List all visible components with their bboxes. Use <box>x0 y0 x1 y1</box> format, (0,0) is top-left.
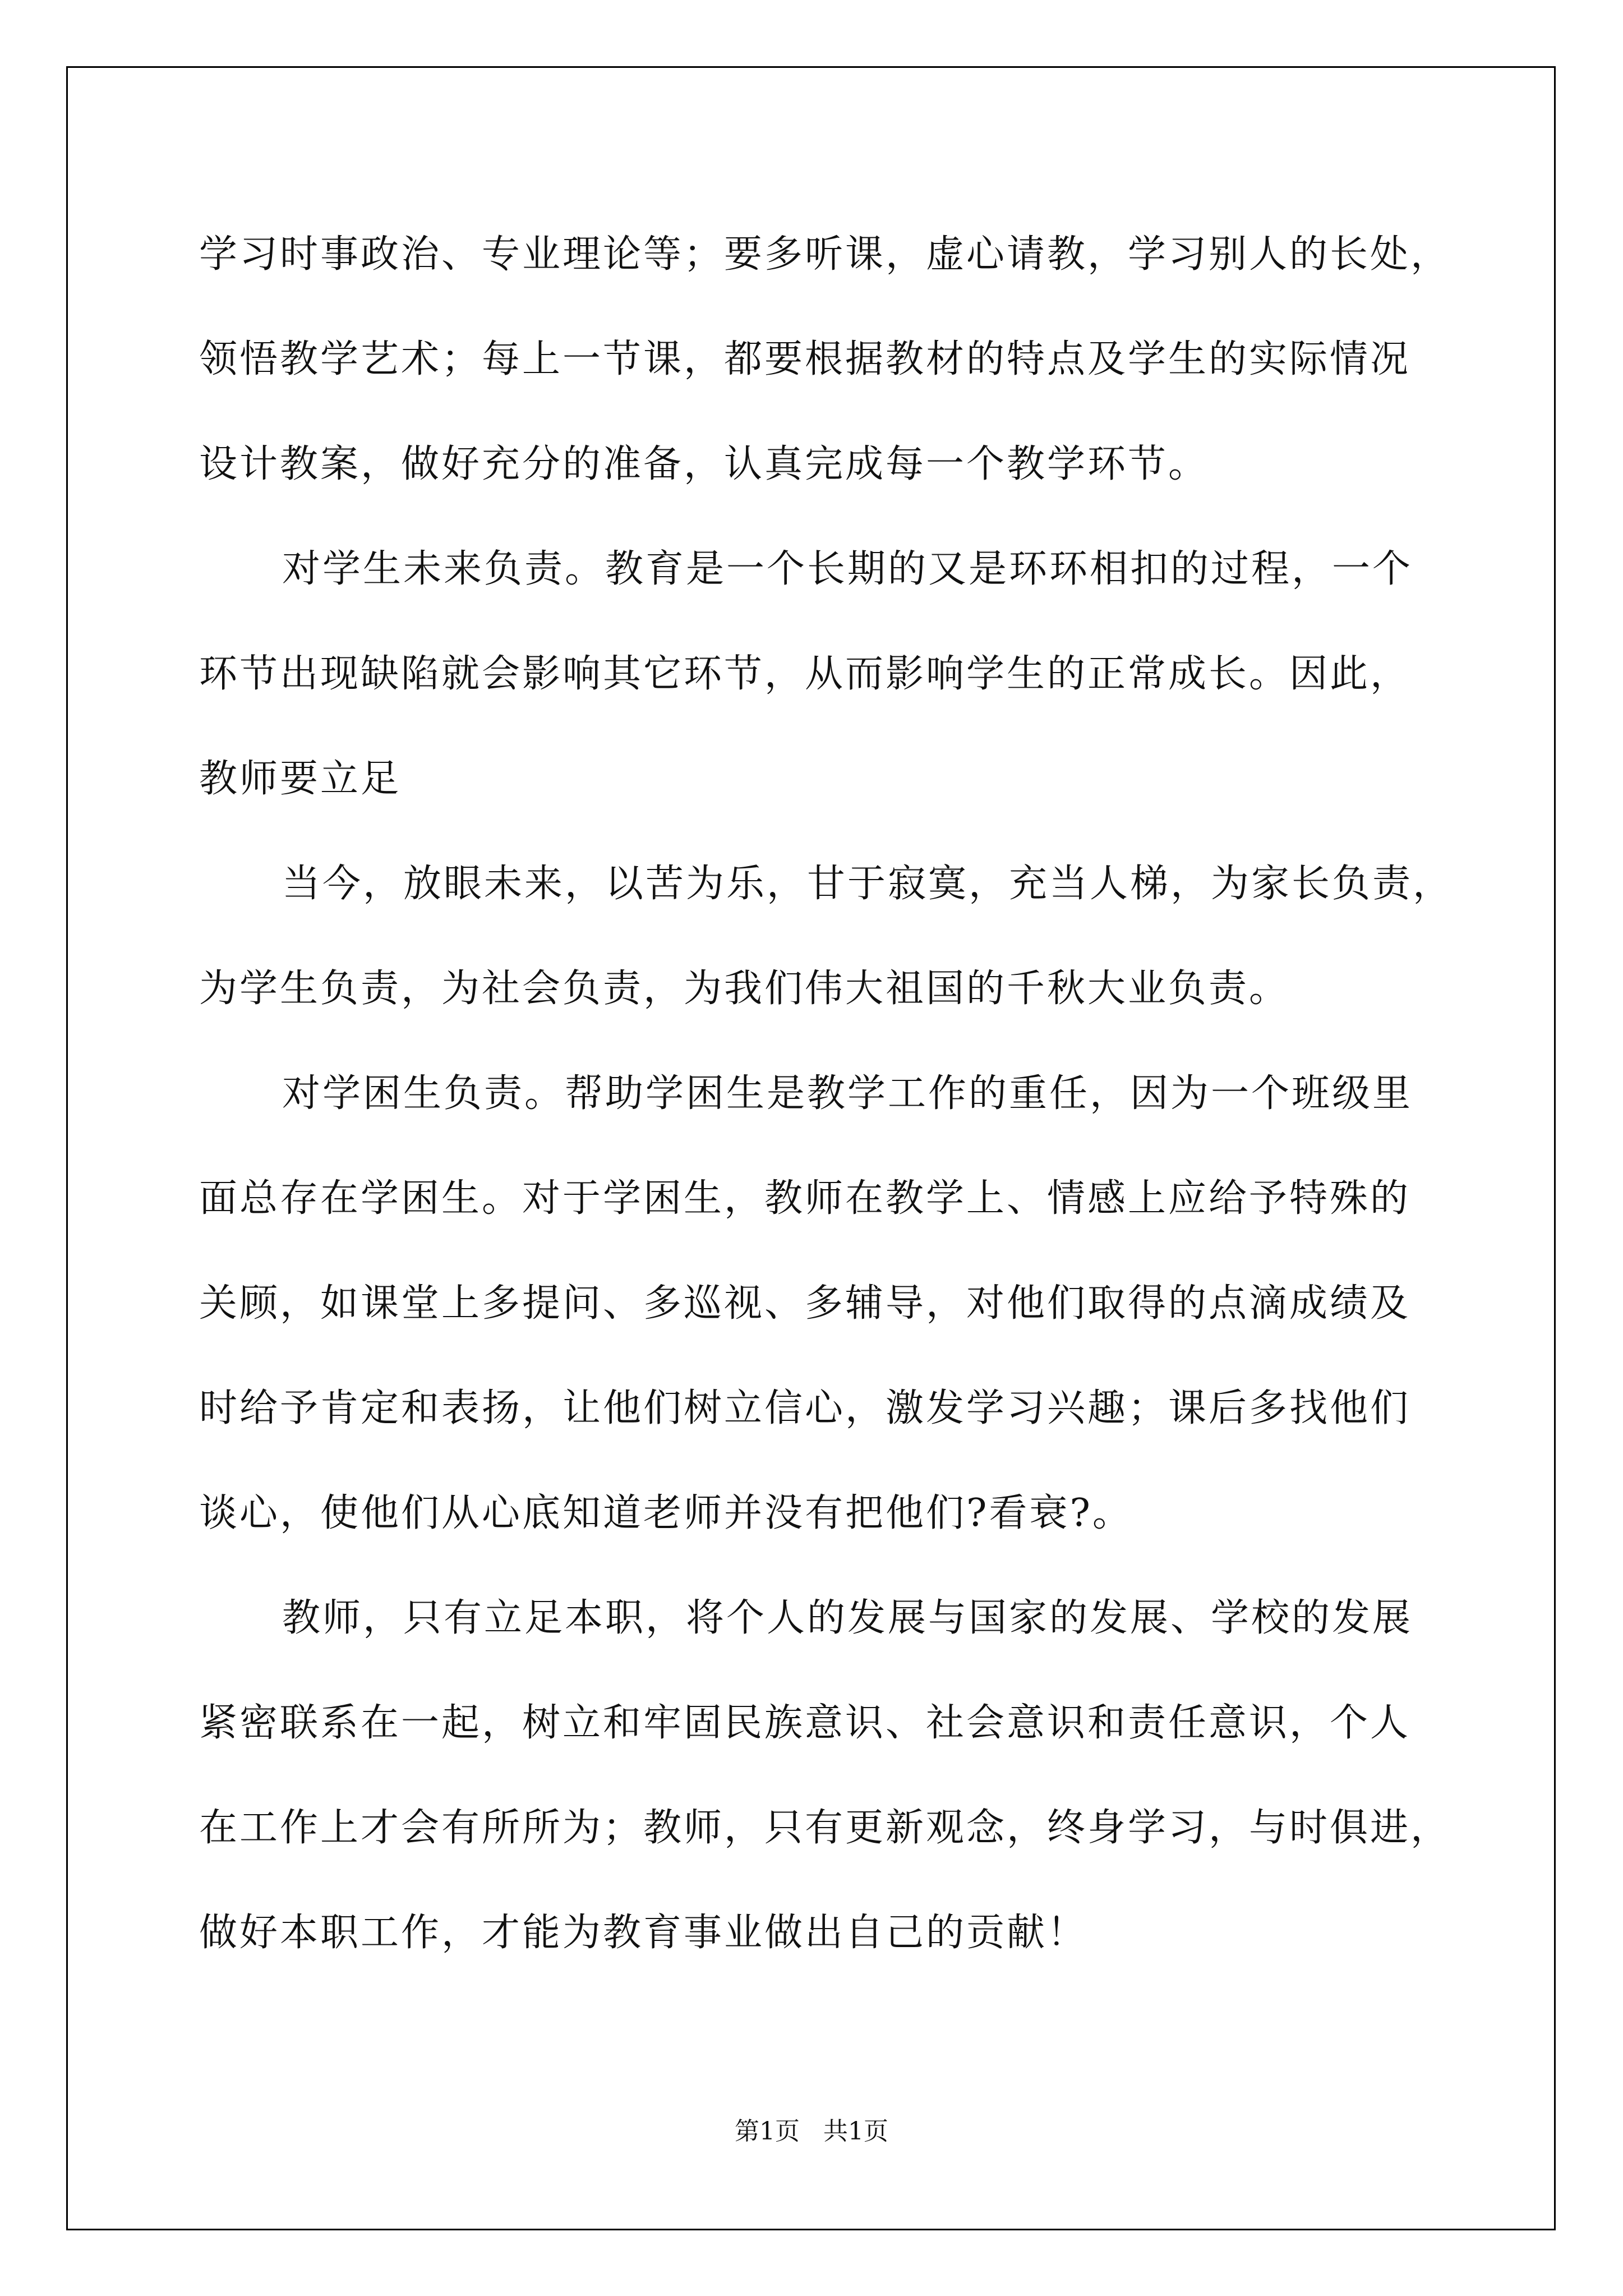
text-line: 教师要立足 <box>199 757 402 801</box>
text-line: 面总存在学困生。对于学困生，教师在教学上、情感上应给予特殊的 <box>199 1176 1411 1221</box>
text-line: 对学生未来负责。教育是一个长期的又是环环相扣的过程，一个 <box>282 547 1413 591</box>
text-line: 时给予肯定和表扬，让他们树立信心，激发学习兴趣；课后多找他们 <box>199 1386 1411 1430</box>
document-body <box>199 202 1454 1985</box>
page-number-footer: 第1页 共1页 <box>735 2117 888 2146</box>
text-line: 做好本职工作，才能为教育事业做出自己的贡献！ <box>199 1911 1088 1955</box>
text-line: 设计教案，做好充分的准备，认真完成每一个教学环节。 <box>199 442 1209 486</box>
text-line: 在工作上才会有所所为；教师，只有更新观念，终身学习，与时俱进， <box>199 1806 1451 1850</box>
text-line: 当今，放眼未来，以苦为乐，甘于寂寞，充当人梯，为家长负责， <box>282 862 1454 906</box>
text-line: 领悟教学艺术；每上一节课，都要根据教材的特点及学生的实际情况 <box>199 337 1411 381</box>
text-line: 对学困生负责。帮助学困生是教学工作的重任，因为一个班级里 <box>282 1071 1413 1116</box>
text-line: 学习时事政治、专业理论等；要多听课，虚心请教，学习别人的长处， <box>199 232 1451 277</box>
text-line: 环节出现缺陷就会影响其它环节，从而影响学生的正常成长。因此， <box>199 652 1411 696</box>
text-line: 紧密联系在一起，树立和牢固民族意识、社会意识和责任意识，个人 <box>199 1701 1411 1745</box>
text-line: 关顾，如课堂上多提问、多巡视、多辅导，对他们取得的点滴成绩及 <box>199 1281 1411 1326</box>
text-line: 谈心，使他们从心底知道老师并没有把他们?看衰?。 <box>199 1491 1133 1535</box>
text-line: 为学生负责，为社会负责，为我们伟大祖国的千秋大业负责。 <box>199 967 1290 1011</box>
text-line: 教师，只有立足本职，将个人的发展与国家的发展、学校的发展 <box>282 1596 1413 1640</box>
